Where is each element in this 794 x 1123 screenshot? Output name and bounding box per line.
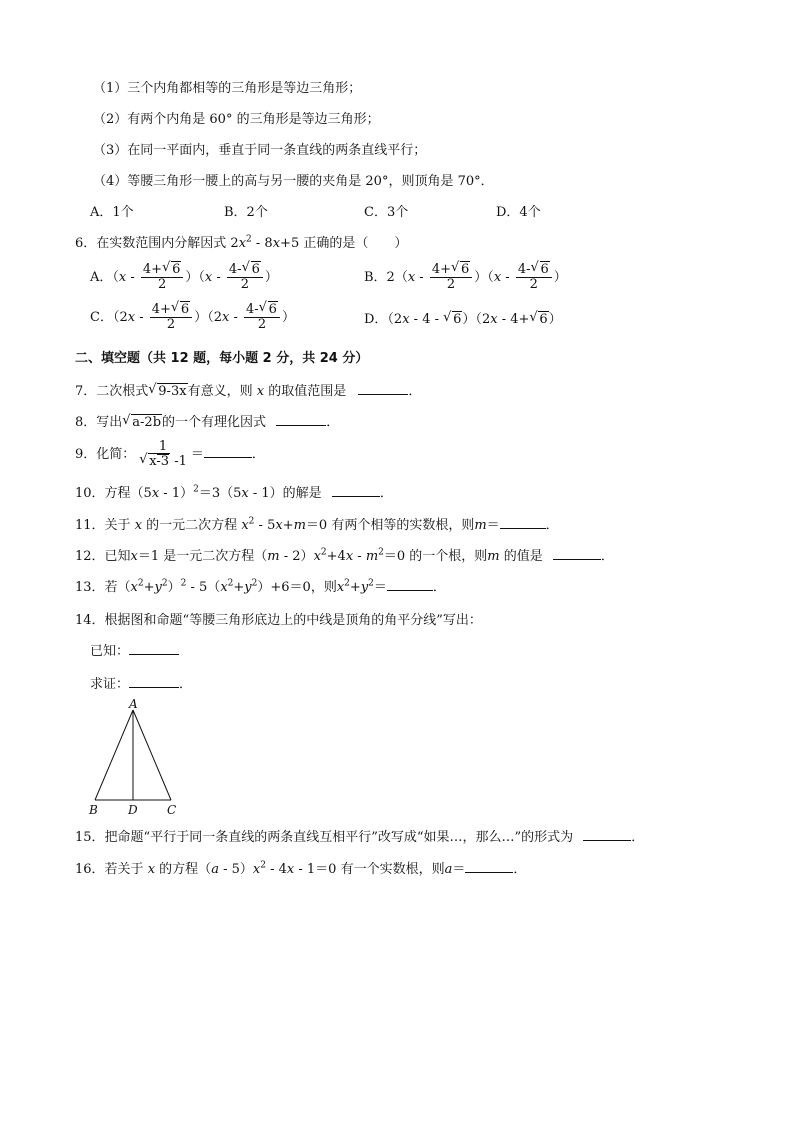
side-ab: [95, 710, 133, 800]
proposition-4: （4）等腰三角形一腰上的高与另一腰的夹角是 20°，则顶角是 70°．: [93, 174, 494, 189]
label-c: C: [167, 803, 177, 817]
side-ac: [133, 710, 171, 800]
question-12: 12．已知x＝1 是一元二次方程$(m - 2)x^2+4x - m^2=0$ 的一个根，则m 的值是 ．: [75, 547, 614, 564]
fraction: $\frac{4-√ 6}{2}$: [244, 303, 280, 332]
proposition-3: （3）在同一平面内，垂直于同一条直线的两条直线平行；: [93, 143, 427, 158]
label-d: D: [128, 803, 138, 817]
proposition-1: （1）三个内角都相等的三角形是等边三角形；: [93, 81, 362, 96]
question-7: 7．二次根式√ 9-3x有意义，则 x 的取值范围是 ．: [75, 383, 421, 401]
q14-given: 已知：: [90, 643, 179, 661]
question-13: 13．若$(x^2+y^2)^2 - 5(x^2+y^2)+6=0$，则$x^2+y^2=$ ．: [75, 578, 446, 595]
answer-blank[interactable]: [387, 589, 433, 591]
answer-blank[interactable]: [204, 456, 252, 458]
question-9: 9．化简： 1 √ x-3 -1 ＝ ．: [75, 440, 265, 469]
question-8: 8．写出√ a-2b的一个有理化因式 ．: [75, 414, 339, 432]
section-header-fill-in: 二、填空题（共 12 题，每小题 2 分，共 24 分）: [75, 351, 369, 366]
fraction: $\frac{4+√ 6}{2}$: [150, 303, 192, 332]
question-14: 14．根据图和命题“等腰三角形底边上的中线是顶角的角平分线”写出：: [75, 613, 482, 628]
q6-stem: 6．在实数范围内分解因式 $2x^2 - 8x+5$ 正确的是（ ）: [75, 234, 408, 251]
fraction: $\frac{4-√ 6}{2}$: [516, 263, 552, 292]
question-16: 16．若关于 x 的方程$(a - 5)x^2 - 4x - 1=0$ 有一个实数根，则a＝ ．: [75, 860, 527, 877]
fraction: $\frac{4+√ 6}{2}$: [141, 263, 183, 292]
fraction: $\frac{4-√ 6}{2}$: [227, 263, 263, 292]
q6-option-d[interactable]: D．（2x - 4 - √ 6）（2x - 4+√ 6）: [364, 311, 562, 329]
q14-prove: 求证： ．: [90, 677, 193, 692]
answer-blank[interactable]: [129, 653, 179, 655]
q6-option-b[interactable]: B．2（x - $\frac{4+√ 6}{2}$ ）（x - $\frac{4-√ 6}{2}$ ）: [364, 263, 567, 292]
answer-blank[interactable]: [332, 495, 380, 497]
answer-blank[interactable]: [276, 424, 326, 426]
question-15: 15．把命题“平行于同一条直线的两条直线互相平行”改写成“如果…，那么…”的形式为 ．: [75, 830, 645, 845]
q5-option-c[interactable]: C．3个: [364, 205, 409, 220]
answer-blank[interactable]: [583, 839, 631, 841]
q5-option-d[interactable]: D．4个: [496, 205, 541, 220]
q6-option-a[interactable]: A．（x - $\frac{4+√ 6}{2}$ ）（x - $\frac{4-√ 6}{2}$ ）: [90, 263, 278, 292]
answer-blank[interactable]: [500, 527, 546, 529]
question-11: 11．关于 x 的一元二次方程 $x^2 - 5x+m=0$ 有两个相等的实数根，则m＝ ．: [75, 516, 559, 533]
proposition-2: （2）有两个内角是 60° 的三角形是等边三角形；: [93, 112, 380, 127]
q5-option-a[interactable]: A．1个: [90, 205, 134, 220]
q6-option-c[interactable]: C．（2x - $\frac{4+√ 6}{2}$ ）（2x - $\frac{4-√ 6}{2}$ ）: [90, 303, 295, 332]
label-b: B: [89, 803, 98, 817]
isosceles-triangle-figure: [80, 696, 190, 820]
question-10: 10．方程（5x - 1）$^2$＝3（5x - 1）的解是 ．: [75, 484, 393, 501]
answer-blank[interactable]: [465, 871, 513, 873]
answer-blank[interactable]: [129, 686, 179, 688]
answer-blank[interactable]: [553, 558, 601, 560]
q5-option-b[interactable]: B．2个: [224, 205, 268, 220]
fraction: 1 √ x-3 -1: [137, 440, 189, 469]
fraction: $\frac{4+√ 6}{2}$: [430, 263, 472, 292]
answer-blank[interactable]: [358, 393, 408, 395]
label-a: A: [129, 697, 138, 711]
